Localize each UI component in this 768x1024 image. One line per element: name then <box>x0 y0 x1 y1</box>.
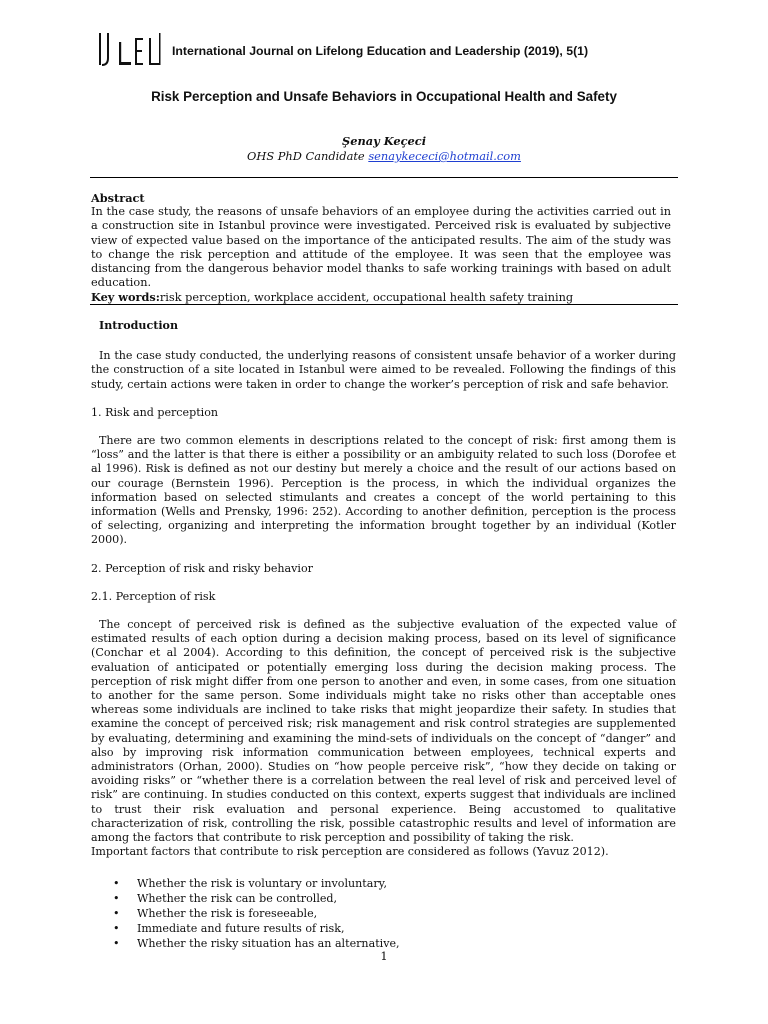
bullet-icon: • <box>113 891 120 905</box>
bullet-icon: • <box>113 937 120 951</box>
paper-title: Risk Perception and Unsafe Behaviors in Occupational Health and Safety <box>151 89 617 104</box>
journal-citation: International Journal on Lifelong Education and Leadership (2019), 5(1) <box>172 44 589 58</box>
abstract-section <box>91 191 671 306</box>
bullet-icon: • <box>113 876 120 890</box>
section-1-heading: 1. Risk and perception <box>91 405 219 419</box>
section-2-heading: 2. Perception of risk and risky behavior <box>91 561 313 575</box>
section-1-paragraph: There are two common elements in descriptions related to the concept of risk: first among them is “loss” and the latter is that there is either a possibility or an ambiguity related to such loss (Dorofee et al 1996). Risk is defined as not our destiny but merely a choice and the result of our actions based on our courage (Bernstein 1996). Perception is the process, in which the individual organizes the information based on selected stimulants and creates a concept of the world pertaining to this information (Wells and Prensky, 1996: 252). According to another definition, perception is the process of selecting, organizing and interpreting the information brought together by an individual (Kotler 2000). <box>91 434 676 547</box>
keywords-text: risk perception, workplace accident, occupational health safety training <box>159 291 574 305</box>
abstract-heading: Abstract <box>91 191 145 205</box>
divider-abstract-bottom <box>90 304 678 305</box>
journal-logo <box>95 28 169 68</box>
list-item: • Whether the risk is voluntary or involuntary, <box>113 876 387 890</box>
page-number: 1 <box>380 949 388 963</box>
journal-header <box>95 28 588 68</box>
list-item: • Whether the risk can be controlled, <box>113 891 338 905</box>
affiliation-text: OHS PhD Candidate <box>247 149 365 163</box>
bullet-icon: • <box>113 922 120 936</box>
bullet-icon: • <box>113 906 120 920</box>
section-2-1-paragraph: The concept of perceived risk is defined as the subjective evaluation of the expected value of estimated results of each option during a decision making process, based on its level of significance (Conchar et al 2004). According to this definition, the concept of perceived risk is the subjective evaluation of anticipated or potentially emerging loss during the decision making process. The perception of risk might differ from one person to another and even, in some cases, from one situation to another for the same person. Some individuals might take no risks other than acceptable ones whereas some individuals are inclined to take risks that might jeopardize their safety. In studies that examine the concept of perceived risk; risk management and risk control strategies are supplemented by evaluating, determining and examining the mind-sets of individuals on the concept of “danger” and also by improving risk information communication between employees, technical experts and administrators (Orhan, 2000). Studies on “how people perceive risk”, “how they decide on taking or avoiding risks” or “whether there is a correlation between the real level of risk and perceived level of risk” are continuing. In studies conducted on this context, experts suggest that individuals are inclined to trust their risk evaluation and personal experience. Being accustomed to qualitative characterization of risk, controlling the risk, possible catastrophic results and level of information are among the factors that contribute to risk perception and possibility of taking the risk. <box>91 618 676 845</box>
keywords-label: Key words: <box>91 290 160 305</box>
section-2-1-heading: 2.1. Perception of risk <box>91 589 216 603</box>
author-email-link[interactable]: senaykececi@hotmail.com <box>368 149 521 163</box>
list-item: • Whether the risky situation has an alternative, <box>113 937 400 951</box>
divider-top <box>90 177 678 178</box>
factors-intro: Important factors that contribute to risk perception are considered as follows (Yavuz 2012). <box>91 845 609 859</box>
intro-heading: Introduction <box>99 319 179 332</box>
author-affiliation <box>0 149 768 163</box>
intro-paragraph: In the case study conducted, the underlying reasons of consistent unsafe behavior of a worker during the construction of a site located in Istanbul were aimed to be revealed. Following the findings of this study, certain actions were taken in order to change the worker’s perception of risk and safe behavior. <box>91 349 676 391</box>
author-name: Şenay Keçeci <box>341 134 427 148</box>
list-item: • Whether the risk is foreseeable, <box>113 906 318 920</box>
abstract-text: In the case study, the reasons of unsafe behaviors of an employee during the activities carried out in a construction site in Istanbul province were investigated. Perceived risk is evaluated by subjective view of expected value based on the importance of the anticipated results. The aim of the study was to change the risk perception and attitude of the employee. It was seen that the employee was distancing from the dangerous behavior model thanks to safe working trainings with based on adult education. <box>91 205 671 290</box>
paper-body <box>91 319 676 952</box>
risk-factors-list <box>91 876 676 952</box>
list-item: • Immediate and future results of risk, <box>113 922 345 936</box>
